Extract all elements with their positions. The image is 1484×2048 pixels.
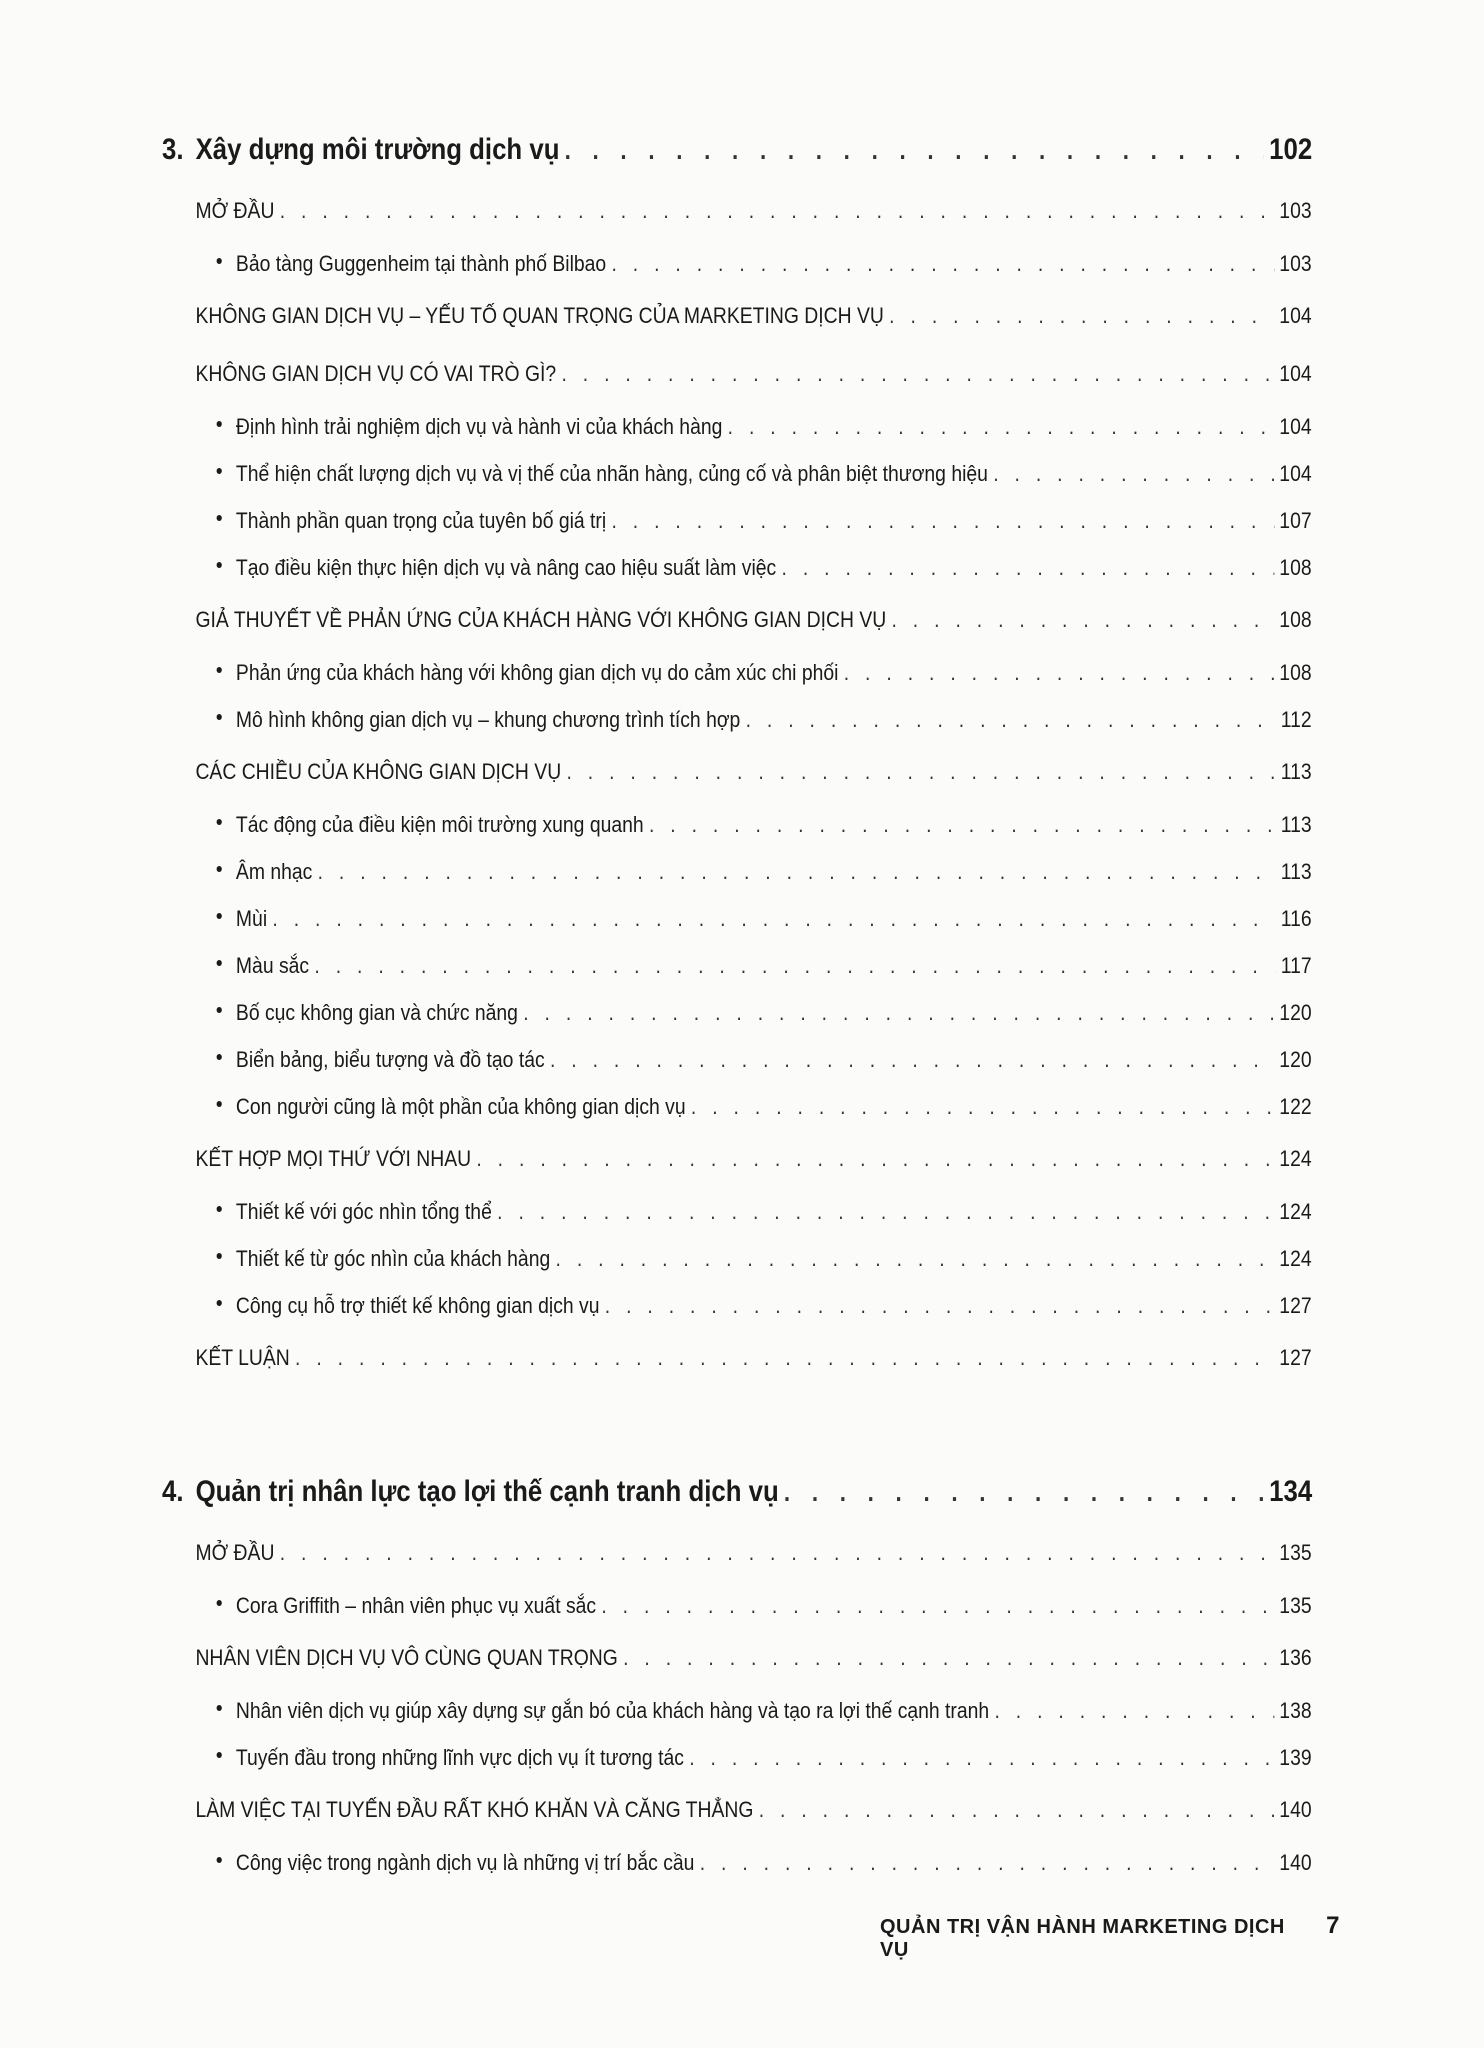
page-number: 7 (1326, 1912, 1340, 1939)
page-footer (880, 1912, 1340, 1962)
entry-title: KẾT LUẬN (195, 1345, 290, 1370)
dot-leader (649, 812, 1276, 838)
entry-title: Màu sắc (235, 952, 310, 978)
entry-page-number: 113 (1280, 811, 1312, 837)
toc-entries (162, 182, 1312, 1387)
toc-subentry (162, 1582, 1312, 1629)
dot-leader (476, 1146, 1274, 1172)
entry-title: Công cụ hỗ trợ thiết kế không gian dịch vụ (235, 1292, 600, 1318)
toc-subentry (162, 1188, 1312, 1235)
dot-leader (314, 953, 1275, 979)
toc-entry (162, 591, 1312, 649)
entry-page-number: 104 (1279, 303, 1312, 328)
dot-leader (611, 251, 1274, 277)
entry-page-number: 116 (1280, 905, 1312, 931)
dot-leader (565, 135, 1264, 166)
toc-subentry (162, 942, 1312, 989)
entry-title: Thể hiện chất lượng dịch vụ và vị thế của nhãn hàng, củng cố và phân biệt thương hiệu (235, 460, 988, 486)
toc-subentry (162, 403, 1312, 450)
chapter-page-number: 102 (1269, 133, 1313, 166)
entry-title: Tạo điều kiện thực hiện dịch vụ và nâng cao hiệu suất làm việc (235, 554, 777, 580)
toc-section-3 (162, 118, 1312, 1387)
toc-entry (162, 1629, 1312, 1687)
dot-leader (728, 414, 1274, 440)
entry-page-number: 140 (1279, 1849, 1312, 1875)
entry-page-number: 120 (1279, 1046, 1312, 1072)
entry-page-number: 124 (1279, 1146, 1312, 1171)
dot-leader (497, 1199, 1274, 1225)
entry-page-number: 104 (1279, 413, 1312, 439)
chapter-title: Xây dựng môi trường dịch vụ (195, 133, 560, 166)
entry-title: Công việc trong ngành dịch vụ là những vị trí bắc cầu (235, 1849, 695, 1875)
toc-section-4 (162, 1460, 1312, 1886)
dot-leader (844, 660, 1274, 686)
dot-leader (623, 1645, 1274, 1671)
entry-title: Nhân viên dịch vụ giúp xây dựng sự gắn bó của khách hàng và tạo ra lợi thế cạnh tranh (235, 1697, 990, 1723)
entry-title: MỞ ĐẦU (195, 198, 275, 223)
dot-leader (318, 859, 1276, 885)
toc-subentry (162, 989, 1312, 1036)
bullet-dot-icon (217, 960, 222, 966)
entry-title: Mùi (235, 905, 268, 931)
dot-leader (550, 1047, 1274, 1073)
dot-leader (700, 1850, 1274, 1876)
entry-page-number: 108 (1279, 607, 1312, 632)
toc-entry (162, 743, 1312, 801)
entry-title: GIẢ THUYẾT VỀ PHẢN ỨNG CỦA KHÁCH HÀNG VỚI KHÔNG GIAN DỊCH VỤ (195, 607, 887, 632)
dot-leader (605, 1293, 1274, 1319)
bullet-dot-icon (217, 1600, 222, 1606)
dot-leader (746, 707, 1276, 733)
toc-subentry (162, 497, 1312, 544)
dot-leader (566, 759, 1275, 785)
entry-page-number: 104 (1279, 460, 1312, 486)
dot-leader (556, 1246, 1275, 1272)
chapter-heading (162, 118, 1312, 182)
toc-subentry (162, 544, 1312, 591)
bullet-dot-icon (217, 258, 222, 264)
entry-page-number: 108 (1279, 554, 1312, 580)
dot-leader (561, 361, 1274, 387)
entry-title: Bảo tàng Guggenheim tại thành phố Bilbao (235, 250, 607, 276)
toc-entry (162, 345, 1312, 403)
entry-page-number: 127 (1279, 1292, 1312, 1318)
entry-title: Tuyến đầu trong những lĩnh vực dịch vụ ít tương tác (235, 1744, 684, 1770)
bullet-dot-icon (217, 1752, 222, 1758)
bullet-dot-icon (217, 515, 222, 521)
dot-leader (601, 1593, 1274, 1619)
chapter-heading (162, 1460, 1312, 1524)
dot-leader (295, 1345, 1274, 1371)
dot-leader (280, 198, 1274, 224)
entry-title: Biển bảng, biểu tượng và đồ tạo tác (235, 1046, 545, 1072)
chapter-number: 4. (162, 1475, 184, 1508)
entry-title: LÀM VIỆC TẠI TUYẾN ĐẦU RẤT KHÓ KHĂN VÀ CĂNG THẲNG (195, 1797, 754, 1822)
dot-leader (691, 1094, 1274, 1120)
dot-leader (689, 1745, 1274, 1771)
entry-page-number: 103 (1279, 250, 1312, 276)
entry-title: Bố cục không gian và chức năng (235, 999, 518, 1025)
bullet-dot-icon (217, 714, 222, 720)
toc-subentry (162, 450, 1312, 497)
entry-title: NHÂN VIÊN DỊCH VỤ VÔ CÙNG QUAN TRỌNG (195, 1645, 618, 1670)
entry-title: KẾT HỢP MỌI THỨ VỚI NHAU (195, 1146, 472, 1171)
entry-title: Thiết kế với góc nhìn tổng thể (235, 1198, 492, 1224)
entry-page-number: 124 (1279, 1245, 1312, 1271)
toc-subentry (162, 895, 1312, 942)
dot-leader (759, 1797, 1274, 1823)
entry-page-number: 107 (1279, 507, 1312, 533)
dot-leader (611, 508, 1274, 534)
entry-page-number: 127 (1279, 1345, 1312, 1370)
entry-title: Con người cũng là một phần của không gian dịch vụ (235, 1093, 686, 1119)
entry-title: Mô hình không gian dịch vụ – khung chương trình tích hợp (235, 706, 741, 732)
bullet-dot-icon (217, 1054, 222, 1060)
toc-subentry (162, 240, 1312, 287)
entry-page-number: 139 (1279, 1744, 1312, 1770)
bullet-dot-icon (217, 819, 222, 825)
bullet-dot-icon (217, 421, 222, 427)
bullet-dot-icon (217, 1705, 222, 1711)
toc-subentry (162, 1036, 1312, 1083)
entry-page-number: 136 (1279, 1645, 1312, 1670)
dot-leader (891, 607, 1274, 633)
entry-page-number: 113 (1280, 759, 1312, 784)
bullet-dot-icon (217, 866, 222, 872)
entry-title: Thiết kế từ góc nhìn của khách hàng (235, 1245, 551, 1271)
entry-page-number: 103 (1279, 198, 1312, 223)
toc-entry (162, 287, 1312, 345)
bullet-dot-icon (217, 1206, 222, 1212)
dot-leader (272, 906, 1275, 932)
dot-leader (782, 555, 1275, 581)
toc-subentry (162, 1235, 1312, 1282)
bullet-dot-icon (217, 913, 222, 919)
bullet-dot-icon (217, 1101, 222, 1107)
dot-leader (280, 1540, 1274, 1566)
entry-title: Tác động của điều kiện môi trường xung quanh (235, 811, 644, 837)
chapter-page-number: 134 (1269, 1475, 1313, 1508)
toc-entry (162, 1781, 1312, 1839)
bullet-dot-icon (217, 1300, 222, 1306)
entry-page-number: 124 (1279, 1198, 1312, 1224)
entry-title: KHÔNG GIAN DỊCH VỤ CÓ VAI TRÒ GÌ? (195, 361, 557, 386)
toc-subentry (162, 696, 1312, 743)
bullet-dot-icon (217, 1007, 222, 1013)
entry-page-number: 135 (1279, 1540, 1312, 1565)
entry-page-number: 122 (1279, 1093, 1312, 1119)
entry-page-number: 117 (1280, 952, 1312, 978)
running-title: QUẢN TRỊ VẬN HÀNH MARKETING DỊCH VỤ (880, 1916, 1285, 1961)
toc-subentry (162, 1083, 1312, 1130)
chapter-title: Quản trị nhân lực tạo lợi thế cạnh tranh dịch vụ (195, 1475, 779, 1508)
entry-title: Định hình trải nghiệm dịch vụ và hành vi của khách hàng (235, 413, 723, 439)
toc-entry (162, 182, 1312, 240)
bullet-dot-icon (217, 1253, 222, 1259)
toc-subentry (162, 1282, 1312, 1329)
dot-leader (993, 461, 1274, 487)
toc-subentry (162, 1839, 1312, 1886)
toc-entry (162, 1524, 1312, 1582)
bullet-dot-icon (217, 468, 222, 474)
dot-leader (523, 1000, 1274, 1026)
dot-leader (994, 1698, 1274, 1724)
entry-title: Âm nhạc (235, 858, 313, 884)
entry-page-number: 138 (1279, 1697, 1312, 1723)
toc-subentry (162, 1687, 1312, 1734)
dot-leader (784, 1477, 1264, 1508)
entry-title: KHÔNG GIAN DỊCH VỤ – YẾU TỐ QUAN TRỌNG CỦA MARKETING DỊCH VỤ (195, 303, 884, 328)
entry-page-number: 112 (1280, 706, 1312, 732)
bullet-dot-icon (217, 562, 222, 568)
toc-entry (162, 1130, 1312, 1188)
entry-page-number: 104 (1279, 361, 1312, 386)
entry-title: Phản ứng của khách hàng với không gian dịch vụ do cảm xúc chi phối (235, 659, 839, 685)
entry-page-number: 108 (1279, 659, 1312, 685)
entry-page-number: 135 (1279, 1592, 1312, 1618)
entry-title: MỞ ĐẦU (195, 1540, 275, 1565)
entry-title: Thành phần quan trọng của tuyên bố giá trị (235, 507, 607, 533)
toc-subentry (162, 1734, 1312, 1781)
entry-title: Cora Griffith – nhân viên phục vụ xuất sắc (235, 1592, 597, 1618)
bullet-dot-icon (217, 667, 222, 673)
toc-entry (162, 1329, 1312, 1387)
entry-title: CÁC CHIỀU CỦA KHÔNG GIAN DỊCH VỤ (195, 759, 562, 784)
dot-leader (889, 303, 1274, 329)
bullet-dot-icon (217, 1857, 222, 1863)
toc-entries (162, 1524, 1312, 1886)
entry-page-number: 140 (1279, 1797, 1312, 1822)
chapter-number: 3. (162, 133, 184, 166)
entry-page-number: 113 (1280, 858, 1312, 884)
entry-page-number: 120 (1279, 999, 1312, 1025)
toc-subentry (162, 649, 1312, 696)
toc-subentry (162, 801, 1312, 848)
toc-subentry (162, 848, 1312, 895)
